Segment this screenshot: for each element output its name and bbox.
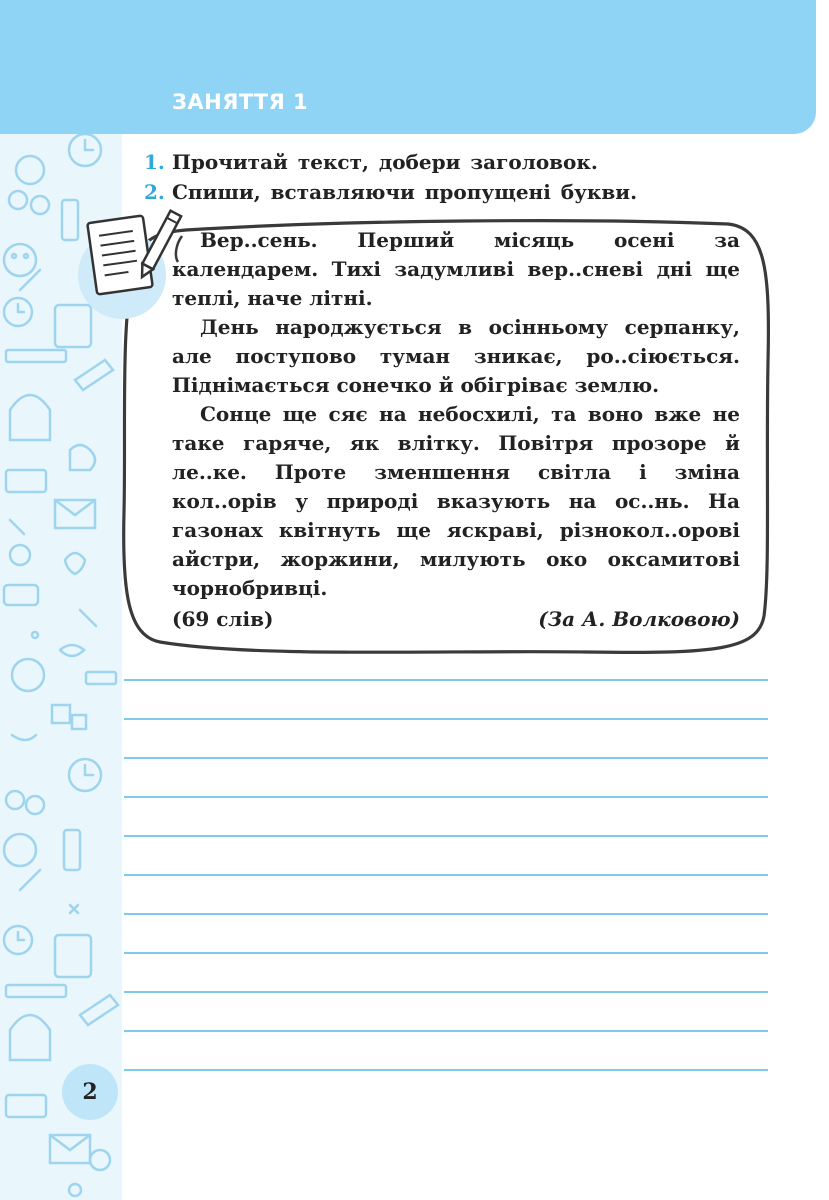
writing-line	[124, 952, 768, 954]
writing-line	[124, 874, 768, 876]
task-item	[144, 147, 804, 177]
writing-line	[124, 679, 768, 681]
reading-passage	[172, 226, 740, 634]
writing-line	[124, 718, 768, 720]
header-band	[0, 0, 816, 134]
task-item	[144, 177, 804, 207]
writing-line	[124, 757, 768, 759]
notebook-pencil-icon	[76, 207, 186, 331]
task-number: 1.	[144, 150, 165, 174]
task-text: Спиши, вставляючи пропущені букви.	[172, 180, 638, 204]
writing-line	[124, 796, 768, 798]
passage-footer	[172, 605, 740, 634]
page-number: 2	[82, 1079, 98, 1105]
writing-line	[124, 991, 768, 993]
writing-line	[124, 835, 768, 837]
passage-paragraph: День народжується в осінньому серпанку, але поступово туман зникає, ро..сіюється. Піднімається сонечко й обігріває землю.	[172, 315, 740, 397]
decorative-side-strip	[0, 0, 122, 1200]
writing-line	[124, 1030, 768, 1032]
passage-paragraph: Вер..сень. Перший місяць осені за календарем. Тихі задумливі вер..сневі дні ще теплі, наче літні.	[172, 228, 740, 310]
lesson-title: ЗАНЯТТЯ 1	[172, 90, 309, 114]
word-count: (69 слів)	[172, 607, 274, 631]
task-list	[144, 147, 804, 207]
attribution: (За А. Волковою)	[538, 607, 740, 631]
task-number: 2.	[144, 180, 165, 204]
writing-line	[124, 1069, 768, 1071]
school-doodles-pattern	[0, 0, 122, 1200]
task-text: Прочитай текст, добери заголовок.	[172, 150, 598, 174]
writing-lines	[124, 679, 768, 1108]
passage-paragraph: Сонце ще сяє на небосхилі, та воно вже не таке гаряче, як влітку. Повітря прозоре й ле..ке. Проте зменшення світла і зміна кол..орів у природі вказують на ос..нь. На газонах квітнуть ще яскраві, різнокол..орові айстри, жоржини, милують око оксамитові чорнобривці.	[172, 402, 740, 600]
writing-line	[124, 913, 768, 915]
